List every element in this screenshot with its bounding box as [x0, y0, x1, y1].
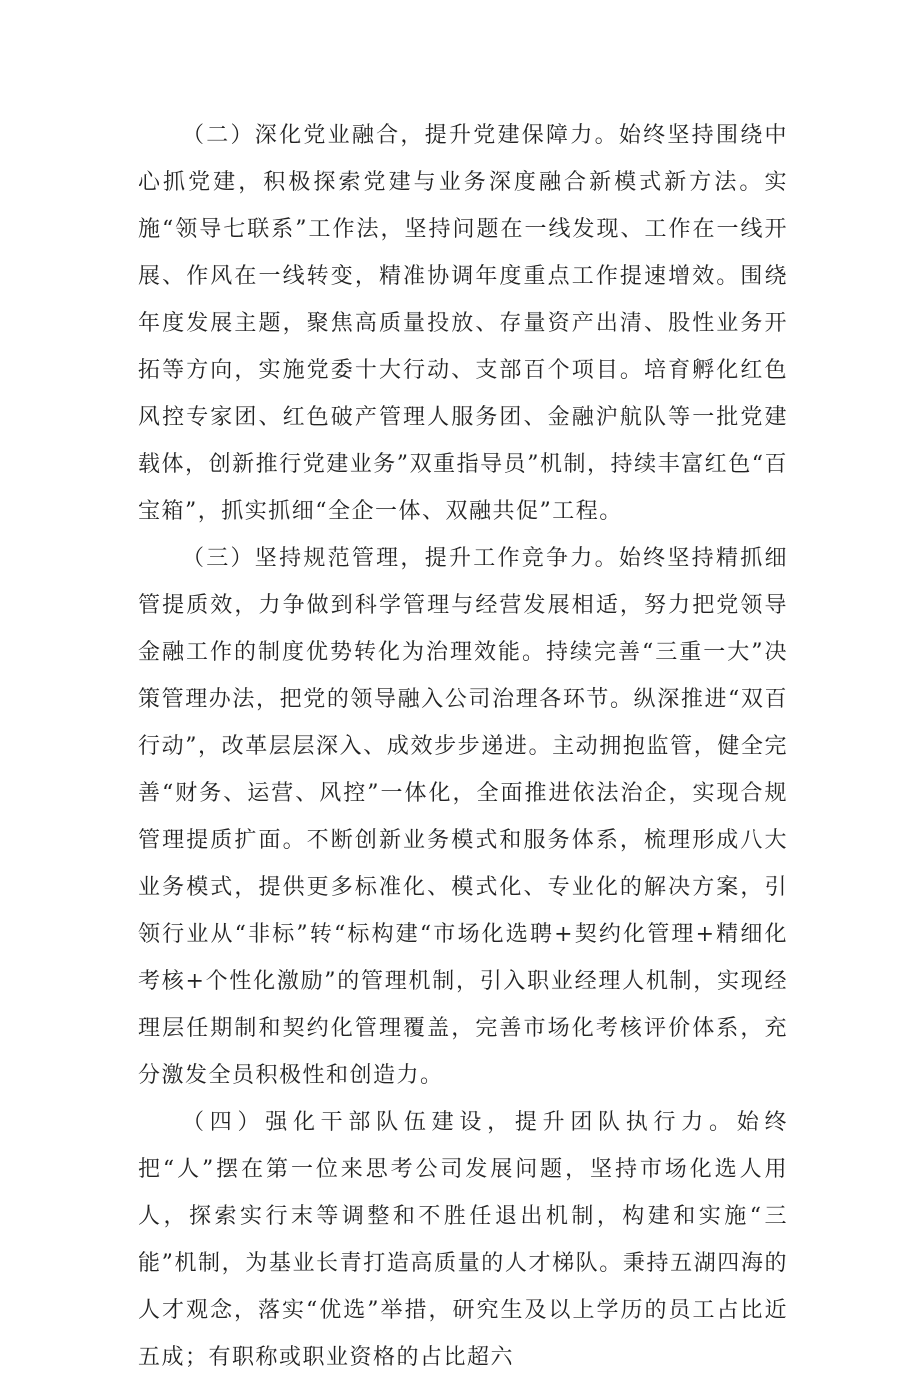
document-body [138, 112, 788, 1381]
paragraph-section-3: （三）坚持规范管理，提升工作竞争力。始终坚持精抓细管提质效，力争做到科学管理与经营发展相适，努力把党领导金融工作的制度优势转化为治理效能。持续完善“三重一大”决策管理办法，把党的领导融入公司治理各环节。纵深推进“双百行动”，改革层层深入、成效步步递进。主动拥抱监管，健全完善“财务、运营、风控”一体化，全面推进依法治企，实现合规管理提质扩面。不断创新业务模式和服务体系，梳理形成八大业务模式，提供更多标准化、模式化、专业化的解决方案，引领行业从“非标”转“标构建“市场化选聘+契约化管理+精细化考核+个性化激励”的管理机制，引入职业经理人机制，实现经理层任期制和契约化管理覆盖，完善市场化考核评价体系，充分激发全员积极性和创造力。 [138, 546, 788, 1088]
paragraph-section-2: （二）深化党业融合，提升党建保障力。始终坚持围绕中心抓党建，积极探索党建与业务深度融合新模式新方法。实施“领导七联系”工作法，坚持问题在一线发现、工作在一线开展、作风在一线转变，精准协调年度重点工作提速增效。围绕年度发展主题，聚焦高质量投放、存量资产出清、股性业务开拓等方向，实施党委十大行动、支部百个项目。培育孵化红色风控专家团、红色破产管理人服务团、金融沪航队等一批党建载体，创新推行党建业务”双重指导员”机制，持续丰富红色“百宝箱”，抓实抓细“全企一体、双融共促”工程。 [138, 123, 788, 524]
paragraph-section-4: （四）强化干部队伍建设，提升团队执行力。始终把“人”摆在第一位来思考公司发展问题，坚持市场化选人用人，探索实行末等调整和不胜任退出机制，构建和实施“三能”机制，为基业长青打造高质量的人才梯队。秉持五湖四海的人才观念，落实“优选”举措，研究生及以上学历的员工占比近五成；有职称或职业资格的占比超六 [138, 1110, 788, 1370]
